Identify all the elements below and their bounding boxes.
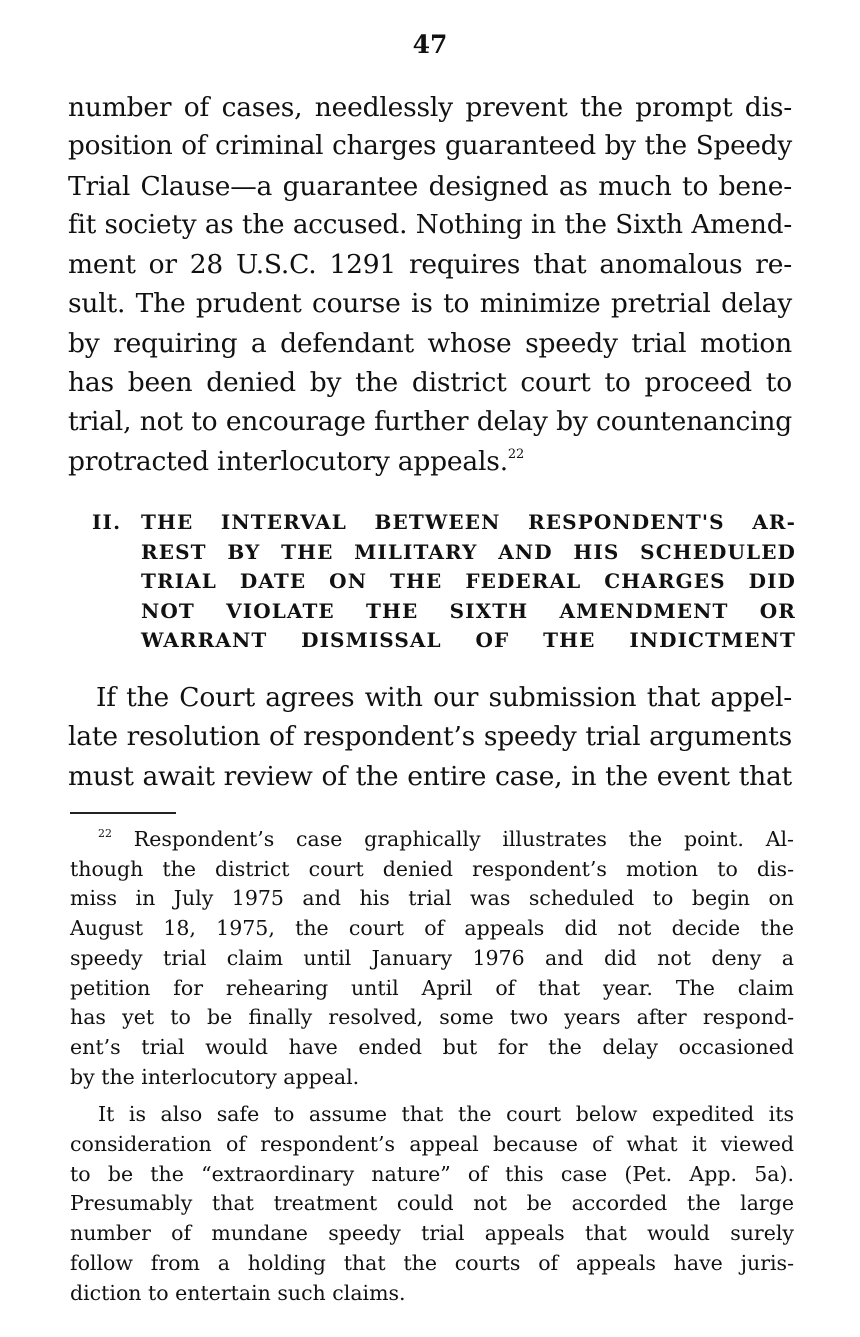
footnote-reference: 22 (507, 446, 525, 462)
text-line: must await review of the entire case, in the event that (68, 760, 792, 792)
footnote-text: Respondent’s case graphically illustrates the point. Al- (133, 827, 794, 851)
text-line: Presumably that treatment could not be accorded the large (70, 1191, 794, 1216)
text-line: consideration of respondent’s appeal because of what it viewed (70, 1132, 794, 1157)
text-line: protracted interlocutory appeals. (68, 445, 508, 477)
footnote-paragraph-1 (70, 825, 794, 1092)
page-number: 47 (412, 30, 448, 59)
text-line: though the district court denied respondent’s motion to dis- (70, 856, 794, 881)
footnote-divider (70, 812, 176, 814)
text-line: speedy trial claim until January 1976 and did not deny a (70, 945, 794, 970)
section-heading (92, 508, 796, 656)
text-line: number of mundane speedy trial appeals that would surely (70, 1221, 794, 1246)
text-line: It is also safe to assume that the court below expedited its (98, 1102, 794, 1127)
text-line: has yet to be finally resolved, some two years after respond- (70, 1005, 794, 1030)
body-paragraph-2 (68, 678, 792, 796)
text-line: trial, not to encourage further delay by countenancing (68, 406, 792, 438)
text-line (70, 825, 794, 855)
footnote-paragraph-2 (70, 1100, 794, 1308)
text-line: number of cases, needlessly prevent the prompt dis- (68, 92, 792, 123)
heading-line: REST BY THE MILITARY AND HIS SCHEDULED (141, 539, 796, 564)
body-paragraph-1 (68, 88, 792, 481)
text-line: ent’s trial would have ended but for the delay occasioned (70, 1034, 794, 1059)
section-number: II. (92, 510, 122, 534)
text-line: follow from a holding that the courts of appeals have juris- (70, 1250, 794, 1275)
text-line: ment or 28 U.S.C. 1291 requires that anomalous re- (68, 249, 792, 281)
text-line: fit society as the accused. Nothing in the Sixth Amend- (68, 209, 792, 240)
text-line: Trial Clause—a guarantee designed as much to bene- (68, 170, 792, 202)
text-line: August 18, 1975, the court of appeals did not decide the (70, 916, 794, 941)
text-line: petition for rehearing until April of that year. The claim (70, 975, 794, 1000)
text-line-last (68, 442, 792, 481)
text-line: has been denied by the district court to proceed to (68, 367, 792, 399)
text-line: to be the “extraordinary nature” of this case (Pet. App. 5a). (70, 1161, 794, 1186)
text-line: position of criminal charges guaranteed by the Speedy (68, 131, 792, 162)
text-line: late resolution of respondent’s speedy trial arguments (68, 721, 792, 753)
heading-line: WARRANT DISMISSAL OF THE INDICTMENT (141, 628, 796, 652)
text-line: diction to entertain such claims. (70, 1280, 406, 1305)
heading-line: TRIAL DATE ON THE FEDERAL CHARGES DID (141, 569, 796, 593)
text-line: by requiring a defendant whose speedy trial motion (68, 327, 792, 359)
footnote-22 (70, 825, 794, 1308)
text-line: sult. The prudent course is to minimize pretrial delay (68, 288, 792, 320)
text-line: by the interlocutory appeal. (70, 1064, 360, 1089)
text-line: If the Court agrees with our submission that appel- (96, 682, 792, 713)
heading-line: NOT VIOLATE THE SIXTH AMENDMENT OR (141, 598, 796, 623)
footnote-marker: 22 (98, 827, 112, 840)
heading-line: THE INTERVAL BETWEEN RESPONDENT'S AR- (141, 510, 796, 534)
text-line: miss in July 1975 and his trial was scheduled to begin on (70, 886, 794, 911)
